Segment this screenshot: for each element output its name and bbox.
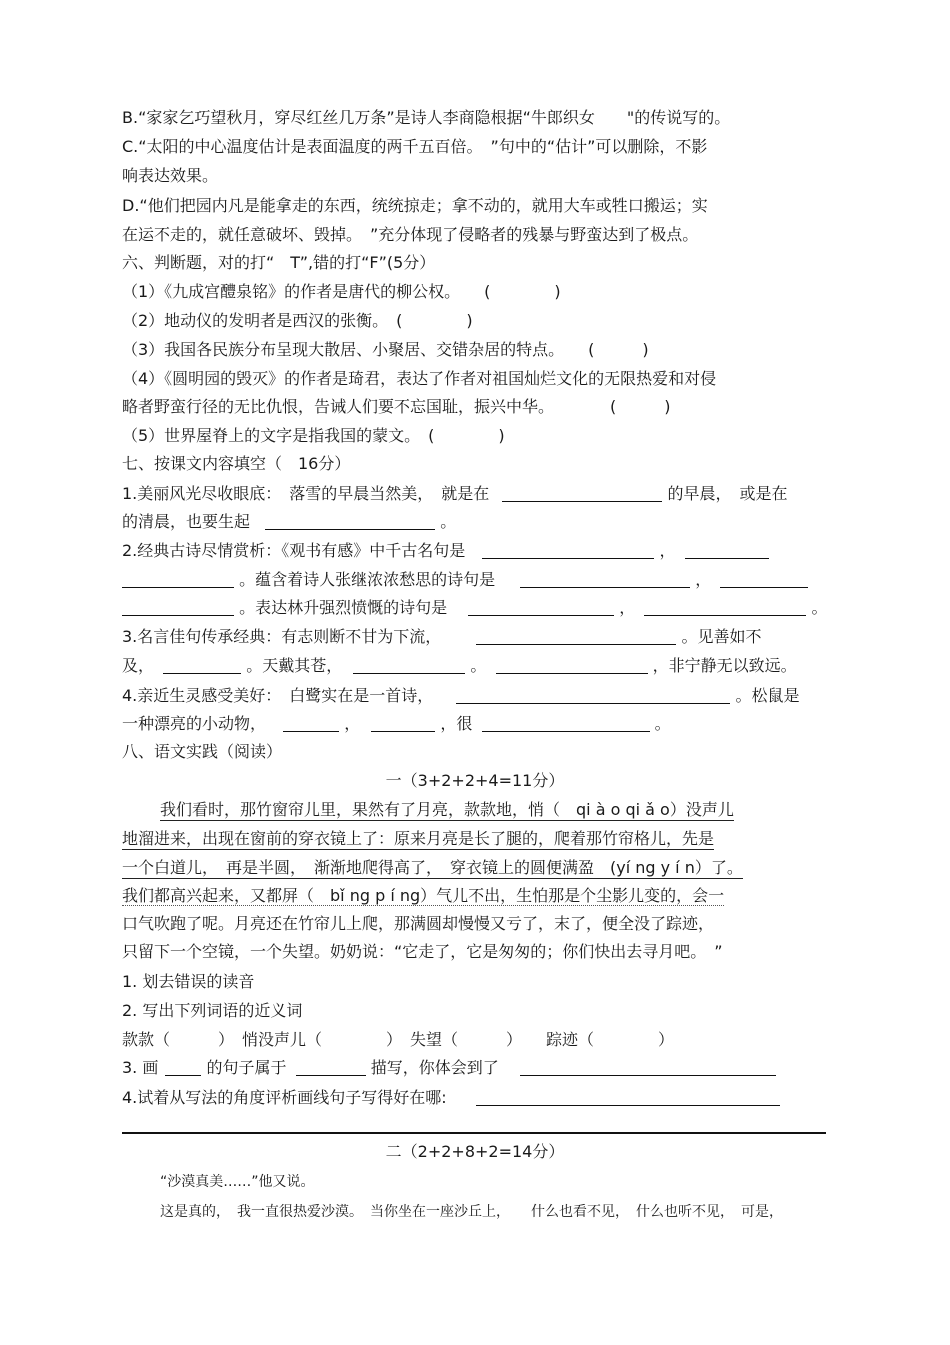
fill-q3-line2 — [122, 656, 830, 676]
judge-q1: （1）《九成宫醴泉铭》的作者是唐代的柳公权。 ( ) — [122, 282, 561, 301]
reading-q4-text: 4.试着从写法的角度评析画线句子写得好在哪: — [122, 1088, 447, 1107]
reading-q3-text-b: 的句子属于 — [206, 1058, 287, 1077]
fill-blank[interactable] — [476, 628, 676, 645]
fill-q2-line3 — [122, 598, 830, 618]
fill-q4-text-d: ， — [344, 714, 361, 733]
judge-q5: （5）世界屋脊上的文字是指我国的蒙文。 ( ) — [122, 426, 505, 445]
fill-blank[interactable] — [720, 571, 808, 588]
fill-blank[interactable] — [502, 485, 662, 502]
fill-q1-text-c: 的清晨，也要生起 — [122, 512, 251, 531]
fill-q3-text-e: 。 — [470, 656, 487, 675]
fill-q3-text-d: 。天戴其苍， — [246, 656, 343, 675]
passage-line2 — [122, 829, 830, 849]
fill-q1-text-d: 。 — [440, 512, 457, 531]
fill-blank[interactable] — [122, 599, 234, 616]
reading-q4 — [122, 1088, 830, 1108]
fill-q3-text-b: 。见善如不 — [681, 627, 762, 646]
option-c-line1: C.“太阳的中心温度估计是表面温度的两千五百倍。 ”句中的“估计”可以删除，不影 — [122, 137, 708, 156]
fill-q2-text-c: 。蕴含着诗人张继浓浓愁思的诗句是 — [239, 570, 496, 589]
fill-q1-line2 — [122, 512, 830, 532]
fill-q3-text-c: 及， — [122, 656, 155, 675]
passage-text: 我们看时，那竹窗帘儿里，果然有了月亮，款款地，悄（ qi à o qi ǎ o）没声儿 — [160, 800, 734, 819]
fill-q2-text-d: ， — [695, 570, 712, 589]
fill-q1-line1 — [122, 484, 830, 504]
fill-blank[interactable] — [265, 513, 435, 530]
reading-q3-text-c: 描写，你体会到了 — [370, 1058, 499, 1077]
fill-q4-text-c: 一种漂亮的小动物， — [122, 714, 267, 733]
fill-blank[interactable] — [456, 687, 730, 704]
fill-blank[interactable] — [283, 715, 339, 732]
fill-q2-text-g: 。 — [811, 598, 828, 617]
fill-q1-text-a: 1.美丽风光尽收眼底： 落雪的早晨当然美， 就是在 — [122, 484, 490, 503]
fill-q3-text-a: 3.名言佳句传承经典：有志则断不甘为下流， — [122, 627, 442, 646]
fill-blank[interactable] — [644, 599, 806, 616]
fill-blank[interactable] — [296, 1059, 366, 1076]
passage-text: 地溜进来，出现在窗前的穿衣镜上了：原来月亮是长了腿的，爬着那竹帘格儿，先是 — [122, 829, 715, 848]
fill-blank[interactable] — [482, 715, 650, 732]
option-b: B.“家家乞巧望秋月，穿尽红丝几万条”是诗人李商隐根据“牛郎织女 "的传说写的。 — [122, 108, 731, 127]
reading-q3 — [122, 1058, 830, 1078]
fill-q4-line2 — [122, 714, 830, 734]
fill-q2-text-f: ， — [619, 598, 636, 617]
fill-blank[interactable] — [520, 1059, 776, 1076]
passage-line1 — [160, 800, 830, 820]
fill-blank[interactable] — [122, 571, 234, 588]
fill-q2-text-b: ， — [659, 541, 676, 560]
fill-q2-text-e: 。表达林升强烈愤慨的诗句是 — [239, 598, 448, 617]
section-6-title: 六、判断题，对的打“ T”,错的打“F”(5分） — [122, 253, 436, 272]
section-7-title: 七、按课文内容填空（ 16分） — [122, 454, 351, 473]
fill-q4-text-a: 4.亲近生灵感受美好： 白鹭实在是一首诗， — [122, 686, 434, 705]
fill-q2-line1 — [122, 541, 830, 561]
reading-part2-title: 二（2+2+8+2=14分） — [385, 1142, 565, 1161]
fill-blank[interactable] — [476, 1089, 780, 1106]
reading-q2-words: 款款（ ） 悄没声儿（ ） 失望（ ） 踪迹（ ） — [122, 1030, 675, 1049]
reading2-line2: 这是真的， 我一直很热爱沙漠。 当你坐在一座沙丘上， 什么也看不见， 什么也听不见， 可是， — [160, 1204, 783, 1220]
option-d-line2: 在运不走的，就任意破坏、毁掉。 ”充分体现了侵略者的残暴与野蛮达到了极点。 — [122, 225, 699, 244]
fill-blank[interactable] — [165, 1059, 201, 1076]
passage-text: 一个白道儿， 再是半圆， 渐渐地爬得高了， 穿衣镜上的圆便满盈 (yí ng y í n）了。 — [122, 858, 743, 877]
fill-blank[interactable] — [468, 599, 614, 616]
judge-q4-line2: 略者野蛮行径的无比仇恨，告诫人们要不忘国耻，振兴中华。 ( ) — [122, 397, 671, 416]
fill-blank[interactable] — [685, 542, 769, 559]
fill-q4-text-f: 。 — [654, 714, 671, 733]
fill-q4-text-e: ，很 — [440, 714, 473, 733]
fill-q2-line2 — [122, 570, 830, 590]
fill-q4-text-b: 。松鼠是 — [735, 686, 800, 705]
passage-text: 口气吹跑了呢。月亮还在竹帘儿上爬，那满圆却慢慢又亏了，末了，便全没了踪迹， — [122, 914, 715, 933]
reading-q1: 1. 划去错误的读音 — [122, 972, 255, 991]
passage-text: 只留下一个空镜，一个失望。奶奶说：“它走了，它是匆匆的；你们快出去寻月吧。 ” — [122, 942, 723, 961]
fill-blank[interactable] — [482, 542, 654, 559]
option-c-line2: 响表达效果。 — [122, 166, 219, 185]
fill-blank[interactable] — [520, 571, 690, 588]
fill-blank[interactable] — [496, 657, 648, 674]
passage-line6 — [122, 942, 830, 962]
fill-blank[interactable] — [353, 657, 465, 674]
fill-q3-text-f: ，非宁静无以致远。 — [652, 656, 797, 675]
passage-line4 — [122, 886, 830, 906]
fill-q3-line1 — [122, 627, 830, 647]
section-8-title: 八、语文实践（阅读） — [122, 742, 283, 761]
fill-blank[interactable] — [371, 715, 435, 732]
fill-q4-line1 — [122, 686, 830, 706]
reading-q3-text-a: 3. 画 — [122, 1058, 159, 1077]
passage-line3 — [122, 858, 830, 878]
fill-q2-text-a: 2.经典古诗尽情赏析：《观书有感》中千古名句是 — [122, 541, 466, 560]
fill-blank[interactable] — [163, 657, 241, 674]
judge-q2: （2）地动仪的发明者是西汉的张衡。 ( ) — [122, 311, 473, 330]
reading-q2: 2. 写出下列词语的近义词 — [122, 1001, 303, 1020]
passage-line5 — [122, 914, 830, 934]
judge-q4-line1: （4）《圆明园的毁灭》的作者是琦君，表达了作者对祖国灿烂文化的无限热爱和对侵 — [122, 369, 717, 388]
reading-part1-title: 一（3+2+2+4=11分） — [385, 771, 565, 790]
fill-q1-text-b: 的早晨， 或是在 — [667, 484, 788, 503]
judge-q3: （3）我国各民族分布呈现大散居、小聚居、交错杂居的特点。 ( ) — [122, 340, 649, 359]
reading2-line1: “沙漠真美……”他又说。 — [160, 1174, 315, 1190]
option-d-line1: D.“他们把园内凡是能拿走的东西，统统掠走；拿不动的，就用大车或牲口搬运；实 — [122, 196, 708, 215]
passage-text: 我们都高兴起来，又都屏（ bǐ ng p í ng）气儿不出，生怕那是个尘影儿变的，会一 — [122, 886, 725, 905]
answer-line[interactable] — [122, 1132, 826, 1134]
